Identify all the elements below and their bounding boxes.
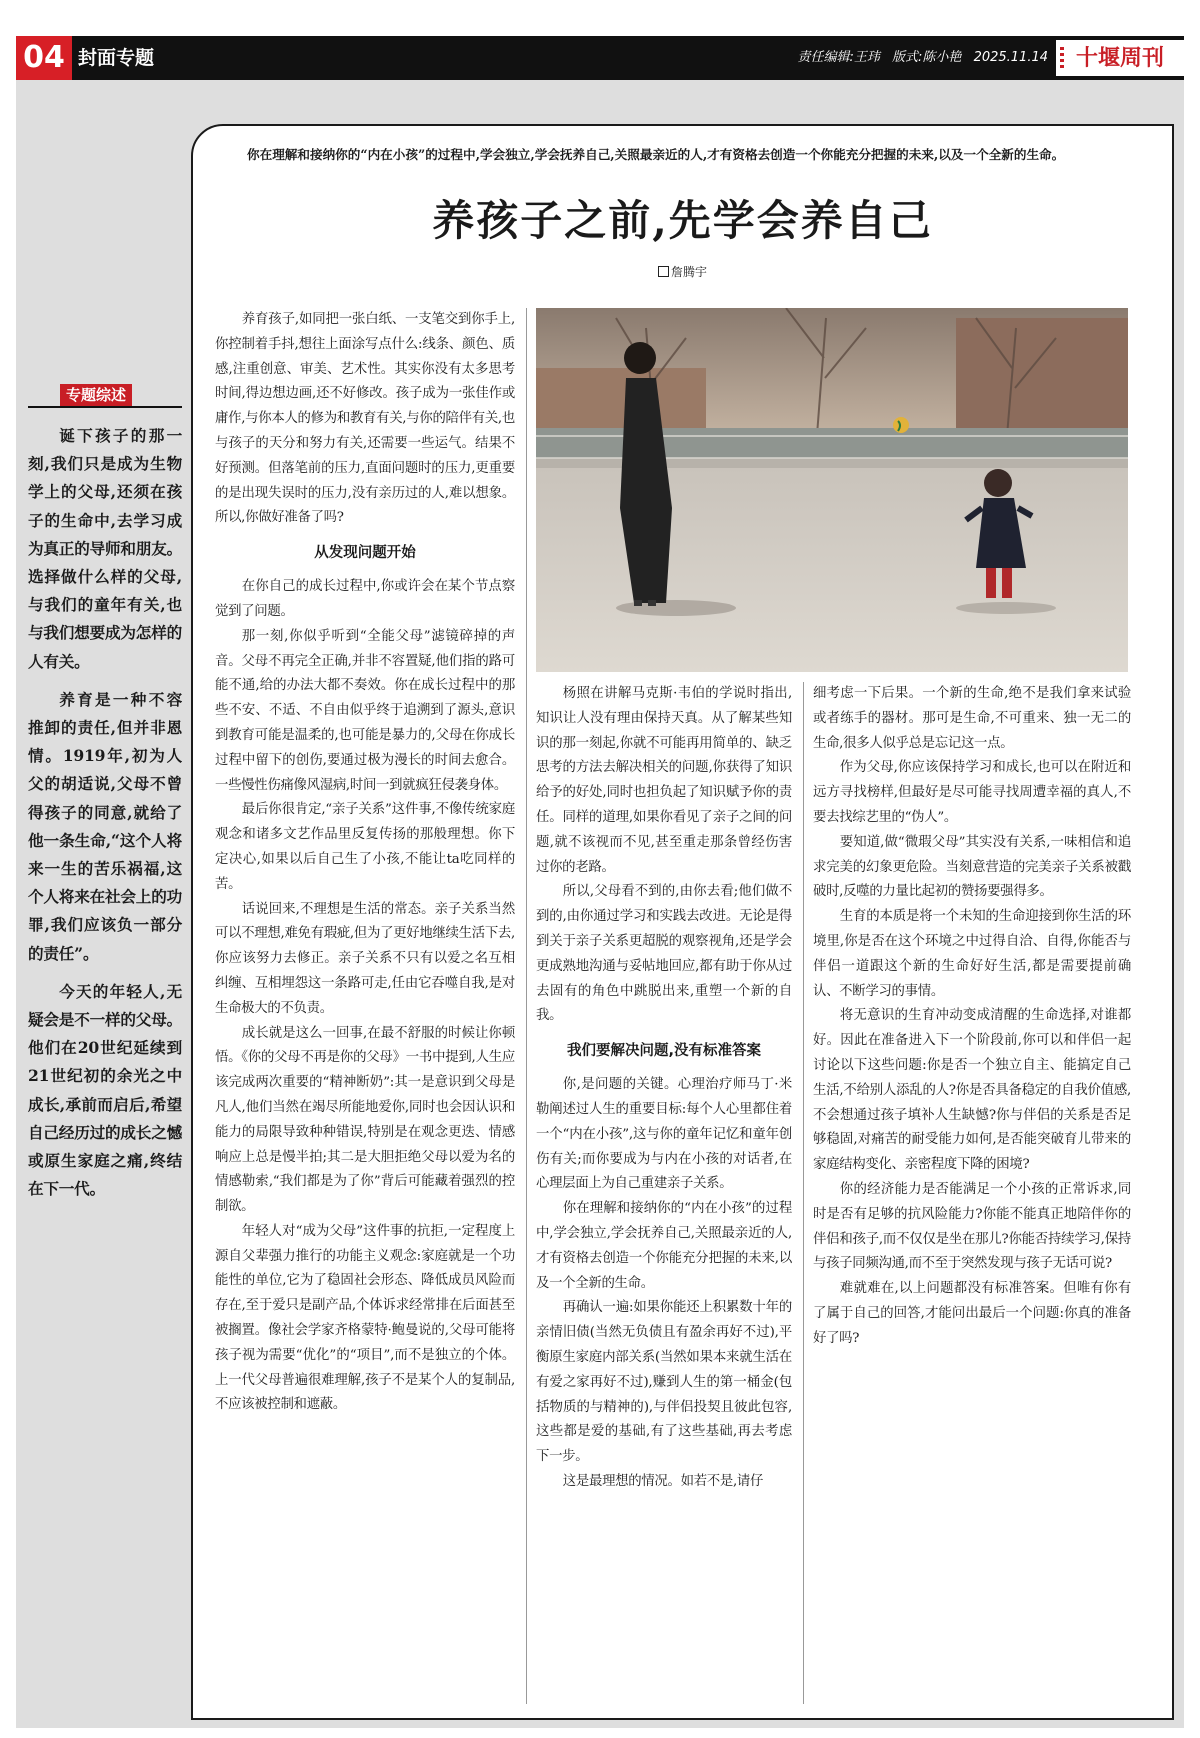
body-paragraph: 再确认一遍:如果你能还上积累数十年的亲情旧债(当然无负债且有盈余再好不过),平衡原生家庭内部关系(当然如果本来就生活在有爱之家再好不过),赚到人生的第一桶金(包括物质的与精神的),与伴侣投契且彼此包容,这些都是爱的基础,有了这些基础,再去考虑下一步。 xyxy=(536,1300,792,1465)
mother-and-child-in-park-photo xyxy=(536,308,1128,672)
logo-dots-icon xyxy=(1060,47,1064,69)
topic-summary-sidebar xyxy=(28,384,182,1213)
body-paragraph: 话说回来,不理想是生活的常态。亲子关系当然可以不理想,难免有瑕疵,但为了更好地继续生活下去,你应该努力去修正。亲子关系不只有以爱之名互相纠缠、互相埋怨这一条路可走,任由它吞噬自我,是对生命极大的不负责。 xyxy=(215,901,515,1016)
body-paragraph: 你的经济能力是否能满足一个小孩的正常诉求,同时是否有足够的抗风险能力?你能不能真正地陪伴你的伴侣和孩子,而不仅仅是坐在那儿?你能否持续学习,保持与孩子同频沟通,而不至于突然发现与孩子无话可说? xyxy=(813,1181,1131,1272)
issue-date: 2025.11.14 xyxy=(973,50,1048,65)
body-paragraph: 你在理解和接纳你的“内在小孩”的过程中,学会独立,学会抚养自己,关照最亲近的人,才有资格去创造一个你能充分把握的未来,以及一个全新的生命。 xyxy=(536,1201,792,1291)
body-paragraph: 作为父母,你应该保持学习和成长,也可以在附近和远方寻找榜样,但最好是尽可能寻找周遭幸福的真人,不要去找综艺里的“伪人”。 xyxy=(813,760,1131,825)
body-paragraph: 在你自己的成长过程中,你或许会在某个节点察觉到了问题。 xyxy=(215,579,515,619)
layout-designer: 版式:陈小艳 xyxy=(892,50,962,65)
body-paragraph: 将无意识的生育冲动变成清醒的生命选择,对谁都好。因此在准备进入下一个阶段前,你可以和伴侣一起讨论以下这些问题:你是否一个独立自主、能搞定自己生活,不给别人添乱的人?你是否具备稳定的自我价值感,不会想通过孩子填补人生缺憾?你与伴侣的关系是否足够稳固,对痛苦的耐受能力如何,是否能突破育儿带来的家庭结构变化、亲密程度下降的困境? xyxy=(813,1008,1131,1173)
body-paragraph: 杨照在讲解马克斯·韦伯的学说时指出,知识让人没有理由保持天真。从了解某些知识的那一刻起,你就不可能再用简单的、缺乏思考的方法去解决相关的问题,你获得了知识给予的好处,同时也担负起了知识赋予你的责任。同样的道理,如果你看见了亲子之间的问题,就不该视而不见,甚至重走那条曾经伤害过你的老路。 xyxy=(536,686,792,875)
section-title: 封面专题 xyxy=(78,47,155,69)
body-paragraph: 最后你很肯定,“亲子关系”这件事,不像传统家庭观念和诸多文艺作品里反复传扬的那般理想。你下定决心,如果以后自己生了小孩,不能让ta吃同样的苦。 xyxy=(215,802,515,892)
body-paragraph: 细考虑一下后果。一个新的生命,绝不是我们拿来试验或者练手的器材。那可是生命,不可重来、独一无二的生命,很多人似乎总是忘记这一点。 xyxy=(813,686,1131,751)
article-panel xyxy=(191,124,1174,1720)
column-divider xyxy=(526,308,527,1704)
sidebar-tag xyxy=(28,384,182,410)
body-paragraph: 年轻人对“成为父母”这件事的抗拒,一定程度上源自父辈强力推行的功能主义观念:家庭就是一个功能性的单位,它为了稳固社会形态、降低成员风险而存在,至于爱只是副产品,个体诉求经常排在后面甚至被搁置。像社会学家齐格蒙特·鲍曼说的,父母可能将孩子视为需要“优化”的“项目”,而不是独立的个体。上一代父母普遍很难理解,孩子不是某个人的复制品,不应该被控制和遮蔽。 xyxy=(215,1223,515,1413)
editor-credits xyxy=(790,36,1049,80)
author-name: 詹腾宇 xyxy=(670,265,707,279)
newspaper-name: 十堰周刊 xyxy=(1075,45,1164,71)
subheading: 从发现问题开始 xyxy=(314,545,416,562)
body-paragraph: 你,是问题的关键。心理治疗师马丁·米勒阐述过人生的重要目标:每个人心里都住着一个“内在小孩”,这与你的童年记忆和童年创伤有关;而你要成为与内在小孩的对话者,在心理层面上为自己重建亲子关系。 xyxy=(536,1077,792,1192)
body-paragraph: 那一刻,你似乎听到“全能父母”滤镜碎掉的声音。父母不再完全正确,并非不容置疑,他们指的路可能不通,给的办法大都不奏效。你在成长过程中的那些不安、不适、不自由似乎终于追溯到了源头,意识到教育可能是温柔的,也可能是暴力的,父母在你成长过程中留下的创伤,要通过极为漫长的时间去愈合。一些慢性伤痛像风湿病,时间一到就疯狂侵袭身体。 xyxy=(215,628,515,793)
sidebar-paragraph: 诞下孩子的那一刻,我们只是成为生物学上的父母,还须在孩子的生命中,去学习成为真正的导师和朋友。选择做什么样的父母,与我们的童年有关,也与我们想要成为怎样的人有关。 xyxy=(28,426,182,671)
subheading: 我们要解决问题,没有标准答案 xyxy=(566,1043,761,1060)
body-paragraph: 生育的本质是将一个未知的生命迎接到你生活的环境里,你是否在这个环境之中过得自洽、自得,你能否与伴侣一道跟这个新的生命好好生活,都是需要提前确认、不断学习的事情。 xyxy=(813,909,1131,999)
article-title: 养孩子之前,先学会养自己 xyxy=(432,196,933,245)
sidebar-paragraph: 今天的年轻人,无疑会是不一样的父母。他们在20世纪延续到21世纪初的余光之中成长,承前而启后,希望自己经历过的成长之憾或原生家庭之痛,终结在下一代。 xyxy=(28,981,182,1199)
article-column-3 xyxy=(813,682,1131,1352)
article-column-2 xyxy=(536,682,792,1495)
editor-name: 责任编辑:王玮 xyxy=(797,50,880,65)
body-paragraph: 养育孩子,如同把一张白纸、一支笔交到你手上,你控制着手抖,想往上面涂写点什么:线条、颜色、质感,注重创意、审美、艺术性。其实你没有太多思考时间,得边想边画,还不好修改。孩子成为一张佳作或庸作,与你本人的修为和教育有关,与你的陪伴有关,也与孩子的天分和努力有关,还需要一些运气。结果不好预测。但落笔前的压力,直面问题时的压力,更重要的是出现失误时的压力,没有亲历过的人,难以想象。所以,你做好准备了吗? xyxy=(215,312,515,526)
byline xyxy=(193,263,1172,280)
body-paragraph: 成长就是这么一回事,在最不舒服的时候让你顿悟。《你的父母不再是你的父母》一书中提到,人生应该完成两次重要的“精神断奶”:其一是意识到父母是凡人,他们当然在竭尽所能地爱你,同时也会因认识和能力的局限导致种种错误,特别是在观念更迭、情感响应上总是慢半拍;其二是大胆拒绝父母以爱为名的情感勒索,“我们都是为了你”背后可能藏着强烈的控制欲。 xyxy=(215,1025,515,1215)
page-header xyxy=(16,36,1184,80)
article-lede: 你在理解和接纳你的“内在小孩”的过程中,学会独立,学会抚养自己,关照最亲近的人,才有资格去创造一个你能充分把握的未来,以及一个全新的生命。 xyxy=(247,147,1065,162)
sidebar-divider xyxy=(28,406,182,408)
body-paragraph: 要知道,做“微瑕父母”其实没有关系,一味相信和追求完美的幻象更危险。当刻意营造的完美亲子关系被戳破时,反噬的力量比起初的赞扬要强得多。 xyxy=(813,834,1131,900)
page-number: 04 xyxy=(16,36,72,80)
sidebar-paragraph: 养育是一种不容推卸的责任,但并非恩情。1919年,初为人父的胡适说,父母不曾得孩子的同意,就给了他一条生命,“这个人将来一生的苦乐祸福,这个人将来在社会上的功罪,我们应该负一部分的责任”。 xyxy=(28,689,182,963)
sidebar-tag-label: 专题综述 xyxy=(60,384,132,406)
body-paragraph: 所以,父母看不到的,由你去看;他们做不到的,由你通过学习和实践去改进。无论是得到关于亲子关系更超脱的观察视角,还是学会更成熟地沟通与妥帖地回应,都有助于你从过去固有的角色中跳脱出来,重塑一个新的自我。 xyxy=(536,884,792,1024)
photo-illustration xyxy=(536,308,1128,672)
byline-box-icon xyxy=(658,266,669,277)
body-paragraph: 难就难在,以上问题都没有标准答案。但唯有你有了属于自己的回答,才能问出最后一个问题:你真的准备好了吗? xyxy=(813,1281,1131,1346)
body-paragraph: 这是最理想的情况。如若不是,请仔 xyxy=(562,1473,764,1489)
newspaper-logo xyxy=(1056,40,1184,76)
article-column-1 xyxy=(215,308,515,1418)
column-divider xyxy=(803,682,804,1704)
